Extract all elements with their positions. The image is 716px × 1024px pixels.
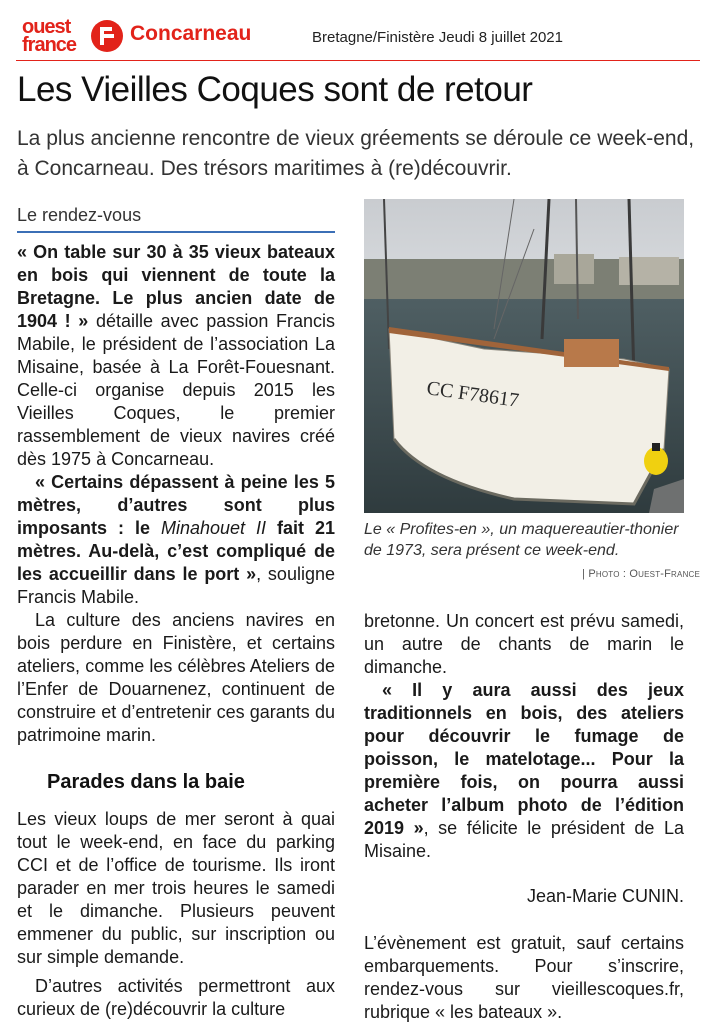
paragraph-5-end: bretonne. Un concert est prévu samedi, un autre de chants de marin le dimanche. xyxy=(364,611,684,677)
quote-2b: fait 21 mètres. Au-delà, c’est compliqué de les accueillir dans le port » xyxy=(17,518,335,584)
photo-caption: Le « Profites-en », un maquereautier-thonier de 1973, sera présent ce week-end. xyxy=(364,521,679,559)
author-signature: Jean-Marie CUNIN. xyxy=(526,886,684,906)
logo-line-1: ouest xyxy=(22,16,71,38)
paragraph-1-text: détaille avec passion Francis Mabile, le président de l’association La Misaine, basée à La Forêt-Fouesnant. Celle-ci organise depuis 2015 les Vieilles Coques, le premier rassemblement de vieux navires créé dès 1975 à Concarneau. xyxy=(17,311,335,469)
boat-photo-image xyxy=(364,199,684,513)
section-kicker: Le rendez-vous xyxy=(17,204,335,233)
paragraph-1 xyxy=(17,241,335,471)
paragraph-3: La culture des anciens navires en bois perdure en Finistère, et certains ateliers, comme les célèbres Ateliers de l’Enfer de Douarnenez, continuent de construire et d’entretenir ces garants du patrimoine marin. xyxy=(17,610,335,745)
edition-name: Concarneau xyxy=(130,22,252,45)
masthead xyxy=(22,18,698,60)
dateline: Bretagne/Finistère Jeudi 8 juillet 2021 xyxy=(312,29,563,46)
quote-1: « On table sur 30 à 35 vieux bateaux en bois qui viennent de toute la Bretagne. Le plus ancien date de 1904 ! » xyxy=(17,242,335,331)
boat-photo xyxy=(364,199,684,513)
logo-line-2: france xyxy=(22,34,77,56)
paragraph-2-text: , souligne Francis Mabile. xyxy=(17,564,335,607)
paragraph-6-text: , se félicite le président de La Misaine. xyxy=(364,818,685,861)
subheading: Parades dans la baie xyxy=(47,771,245,793)
paragraph-6 xyxy=(364,679,684,863)
boat-name: Minahouet II xyxy=(160,518,267,538)
quote-2a: « Certains dépassent à peine les 5 mètres, d’autres sont plus imposants : le xyxy=(17,472,335,538)
left-column xyxy=(17,204,335,1021)
photo-credit: | Photo : Ouest-France xyxy=(582,568,701,580)
header-rule xyxy=(16,60,700,61)
article-title: Les Vieilles Coques sont de retour xyxy=(17,70,533,109)
paragraph-2 xyxy=(17,471,335,609)
right-column xyxy=(364,610,684,1024)
hull-marking: CC F78617 xyxy=(425,377,521,412)
logo-mark-icon xyxy=(91,20,123,52)
newspaper-logo xyxy=(22,18,76,54)
paragraph-4: Les vieux loups de mer seront à quai tout le week-end, en face du parking CCI et de l’office de tourisme. Ils iront parader en mer trois heures le samedi et le dimanche. Plusieurs peuvent emmener du public, sur inscription ou sur simple demande. xyxy=(17,809,335,967)
paragraph-7: L’évènement est gratuit, sauf certains embarquements. Pour s’inscrire, rendez-vous sur vieillescoques.fr, rubrique « les bateaux ». xyxy=(364,933,684,1022)
article-standfirst: La plus ancienne rencontre de vieux gréements se déroule ce week-end, à Concarneau. Des trésors maritimes à (re)découvrir. xyxy=(17,127,695,180)
quote-3: « Il y aura aussi des jeux traditionnels en bois, des ateliers pour découvrir le fumage de poisson, le matelotage... Pour la première fois, on pourra aussi acheter l’album photo de l’édition 2019 » xyxy=(364,680,684,838)
paragraph-5-start: D’autres activités permettront aux curieux de (re)découvrir la culture xyxy=(17,976,335,1019)
